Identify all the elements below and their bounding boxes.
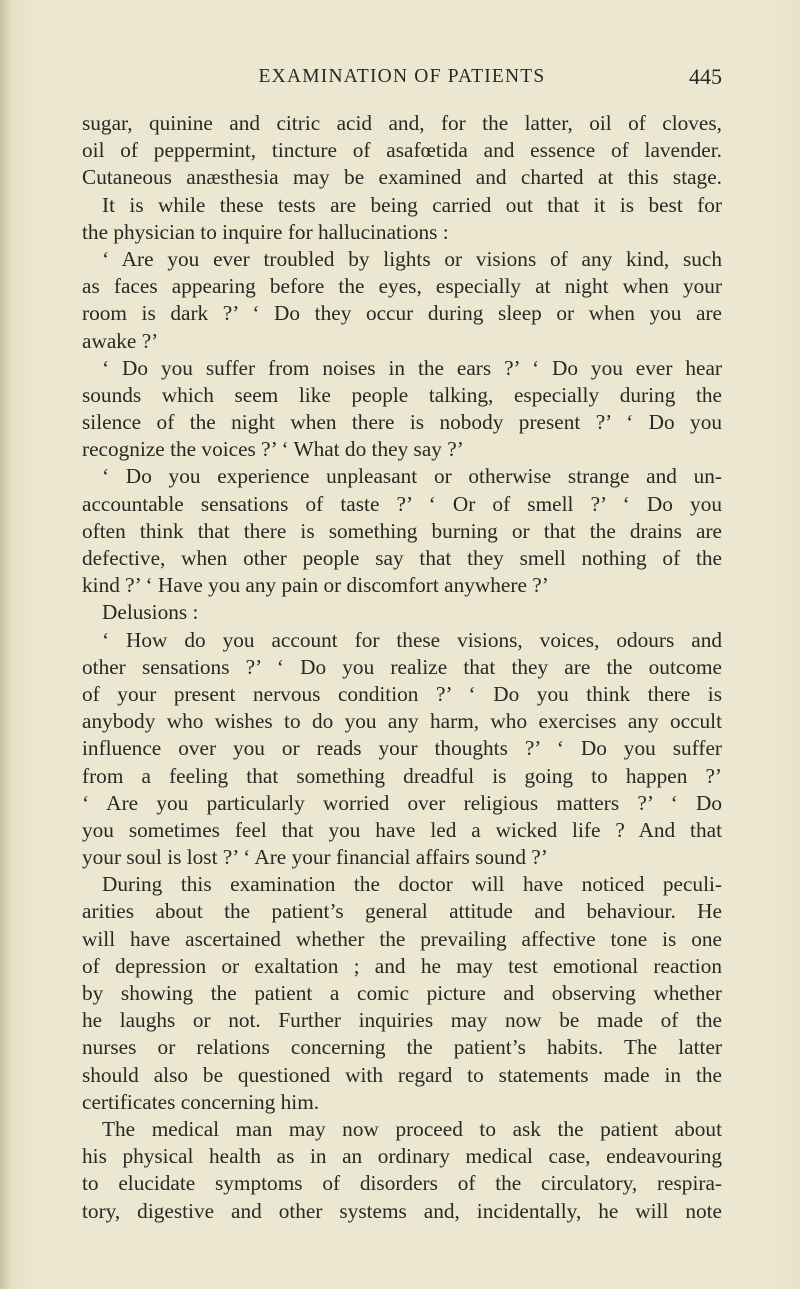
- text-line: anybody who wishes to do you any harm, who exercises any occult: [82, 709, 722, 734]
- text-line: Cutaneous anæsthesia may be examined and charted at this stage.: [82, 165, 722, 190]
- text-line: you sometimes feel that you have led a wicked life ? And that: [82, 817, 722, 842]
- text-line: kind ?’ ‘ Have you any pain or discomfort anywhere ?’: [82, 573, 549, 598]
- text-line: will have ascertained whether the prevailing affective tone is one: [82, 926, 722, 951]
- text-line: ‘ Are you ever troubled by lights or visions of any kind, such: [102, 246, 722, 271]
- text-line: often think that there is something burning or that the drains are: [82, 518, 722, 543]
- text-line: of your present nervous condition ?’ ‘ Do you think there is: [82, 681, 722, 706]
- text-line: The medical man may now proceed to ask the patient about: [102, 1116, 722, 1141]
- page-binding-shadow: [0, 0, 10, 1289]
- text-line: his physical health as in an ordinary medical case, endeavouring: [82, 1144, 722, 1169]
- text-line: the physician to inquire for hallucinations :: [82, 219, 449, 244]
- text-line: arities about the patient’s general attitude and behaviour. He: [82, 899, 722, 924]
- text-line: of depression or exaltation ; and he may test emotional reaction: [82, 953, 722, 978]
- text-line: oil of peppermint, tincture of asafœtida and essence of lavender.: [82, 138, 722, 163]
- text-line: he laughs or not. Further inquiries may now be made of the: [82, 1008, 722, 1033]
- text-line: During this examination the doctor will have noticed peculi-: [102, 872, 722, 897]
- text-line: should also be questioned with regard to statements made in the: [82, 1062, 722, 1087]
- text-line: as faces appearing before the eyes, especially at night when your: [82, 274, 722, 299]
- text-line: ‘ Do you experience unpleasant or otherwise strange and un-: [102, 464, 722, 489]
- text-line: silence of the night when there is nobody present ?’ ‘ Do you: [82, 410, 722, 435]
- text-line: to elucidate symptoms of disorders of the circulatory, respira-: [82, 1171, 722, 1196]
- text-line: Delusions :: [102, 600, 199, 625]
- text-line: accountable sensations of taste ?’ ‘ Or of smell ?’ ‘ Do you: [82, 491, 722, 516]
- text-line: room is dark ?’ ‘ Do they occur during sleep or when you are: [82, 301, 722, 326]
- text-line: defective, when other people say that they smell nothing of the: [82, 546, 722, 570]
- text-line: your soul is lost ?’ ‘ Are your financial affairs sound ?’: [82, 845, 548, 870]
- text-line: by showing the patient a comic picture and observing whether: [82, 981, 722, 1005]
- page-number: 445: [689, 64, 722, 89]
- text-line: ‘ Are you particularly worried over religious matters ?’ ‘ Do: [82, 790, 722, 815]
- text-line: ‘ How do you account for these visions, voices, odours and: [102, 627, 722, 652]
- text-line: ‘ Do you suffer from noises in the ears ?’ ‘ Do you ever hear: [102, 355, 722, 380]
- text-line: It is while these tests are being carried out that it is best for: [102, 192, 722, 217]
- text-line: from a feeling that something dreadful is going to happen ?’: [82, 763, 722, 788]
- text-line: tory, digestive and other systems and, incidentally, he will note: [82, 1198, 722, 1223]
- text-line: awake ?’: [82, 328, 159, 353]
- text-line: sugar, quinine and citric acid and, for the latter, oil of cloves,: [82, 111, 722, 135]
- running-head: [82, 62, 722, 92]
- text-line: nurses or relations concerning the patient’s habits. The latter: [82, 1035, 722, 1060]
- body-text: [82, 110, 722, 1225]
- text-line: sounds which seem like people talking, especially during the: [82, 382, 722, 407]
- text-line: recognize the voices ?’ ‘ What do they say ?’: [82, 437, 464, 462]
- running-head-title: EXAMINATION OF PATIENTS: [258, 66, 546, 87]
- text-line: other sensations ?’ ‘ Do you realize that they are the outcome: [82, 654, 722, 679]
- text-line: certificates concerning him.: [82, 1089, 320, 1114]
- text-line: influence over you or reads your thoughts ?’ ‘ Do you suffer: [82, 736, 722, 761]
